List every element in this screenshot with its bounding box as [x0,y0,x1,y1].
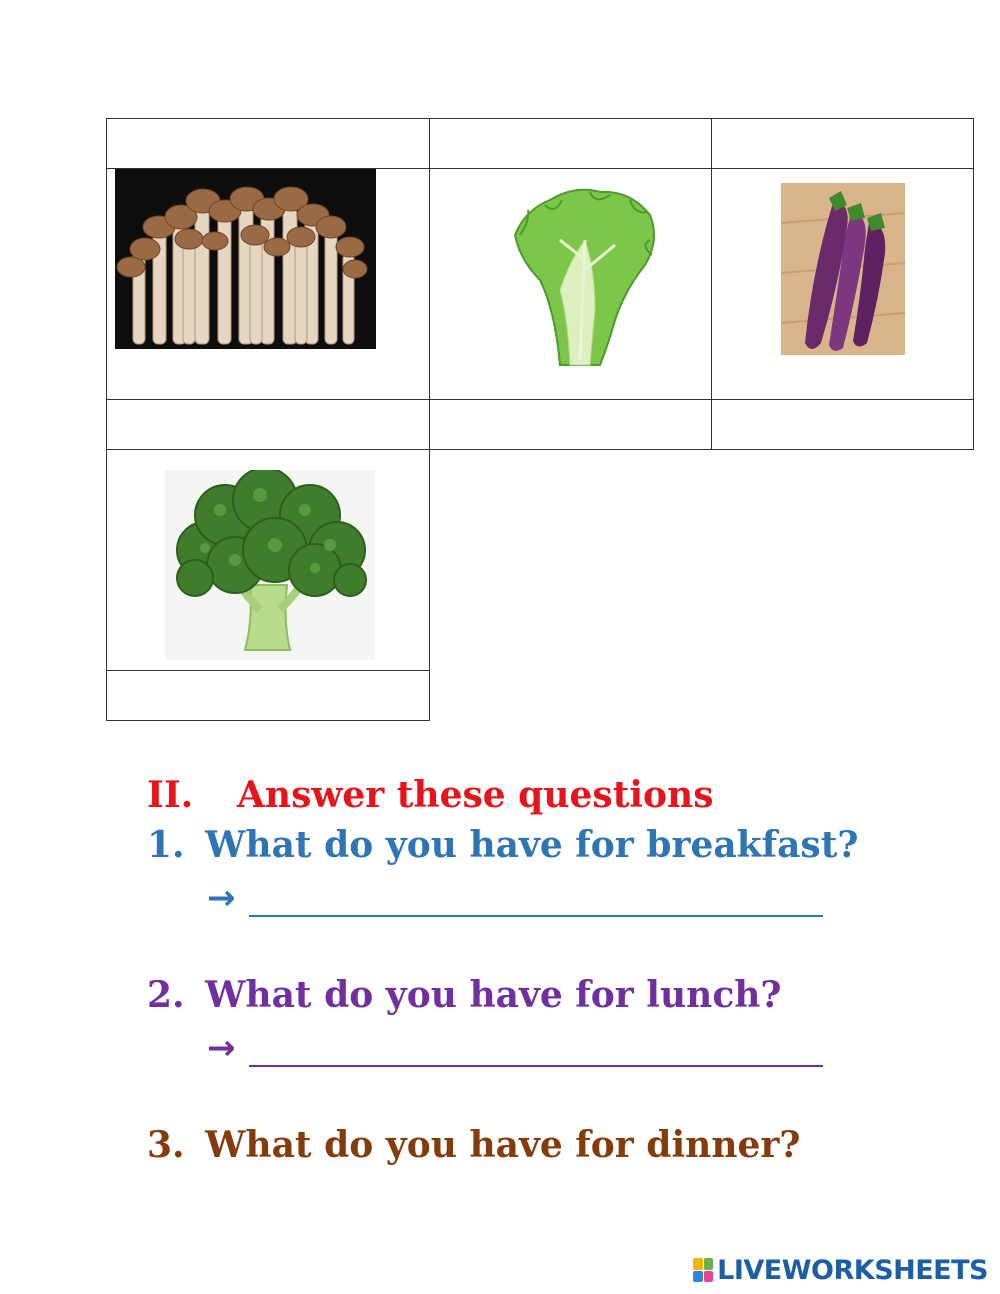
section-number: II. [147,774,194,816]
broccoli-image [165,470,375,660]
arrow-right-icon: → [207,878,236,918]
table-blank-cell [106,118,430,169]
arrow-right-icon: → [207,1028,236,1068]
question-number: 3. [147,1124,185,1166]
brand-name: LIVEWORKSHEETS [717,1254,988,1286]
answer-box-3[interactable] [711,399,974,450]
question-3 [147,1124,800,1166]
answer-line-2 [207,1028,827,1068]
answer-box-4[interactable] [106,670,430,721]
question-number: 1. [147,824,185,866]
question-2 [147,974,782,1016]
liveworksheets-logo [693,1253,988,1287]
question-number: 2. [147,974,185,1016]
answer-field-2[interactable] [249,1065,823,1067]
answer-field-1[interactable] [249,915,823,917]
section-title: Answer these questions [237,774,714,816]
answer-box-2[interactable] [429,399,712,450]
eggplant-image [781,183,905,355]
table-blank-cell [429,118,712,169]
section-heading [147,774,713,816]
answer-box-1[interactable] [106,399,430,450]
table-blank-cell [711,118,974,169]
question-text: What do you have for lunch? [205,974,782,1016]
mushroom-image [115,169,376,349]
answer-line-1 [207,878,827,918]
lettuce-image [500,180,670,370]
liveworksheets-logo-icon [693,1258,713,1282]
question-1 [147,824,858,866]
question-text: What do you have for breakfast? [205,824,859,866]
question-text: What do you have for dinner? [205,1124,801,1166]
